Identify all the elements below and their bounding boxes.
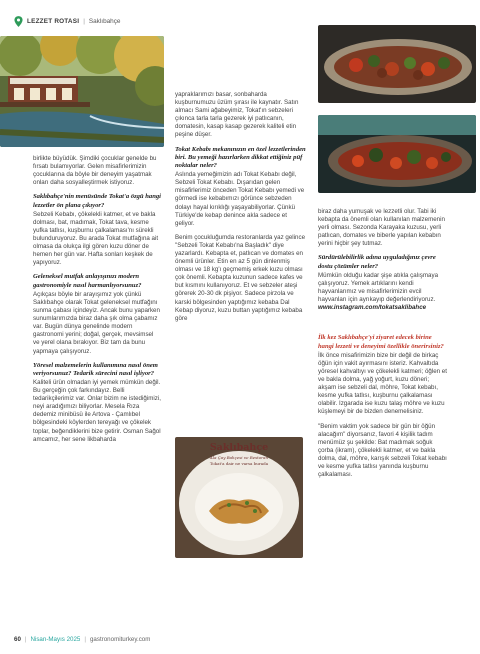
column-3 [318,208,448,479]
col1-question-1: Saklıbahçe'nin menüsünde Tokat'a özgü hangi lezzetler ön plana çıkıyor? [33,193,162,209]
plate-line-2: Tokat'a dair ne varsa burada [209,461,269,466]
col3-answer-1: Mümkün olduğu kadar şişe atıkla çalışmaya çalışıyoruz. Yemek artıklarını kendi hayvanlarımız ve misafirlerimizin evcil hayvanları için ayrıkayıp değerlendiriyoruz. [318,271,439,304]
col2-paragraph-1: yapraklarımızı basar, sonbaharda kuşburnumuzu üzüm şırası ile kaynatır. Satın almacı Sami ağabeyimiz, Tokat'ın sebzeleri çıkınca tarla tarla gezerek iyi patlıcanın, domatesin, kasap kasap gezerek kaliteli etin peşine düşer. [175,91,299,139]
issue-date: Nisan-Mayıs 2025 [30,636,81,643]
page-footer [14,636,150,643]
col3-paragraph-1: biraz daha yumuşak ve lezzetli olur. Tabi iki kebapta da önemli olan kullanılan malzemenin yerli olması. Sezonda Karayaka kuzusu, yerli patlıcan, domates ve biberle yapılan kebabın yerini hiçbir şey tutmaz. [318,208,445,248]
map-pin-icon [14,16,23,27]
col3-answer-3: "Benim vaktim yok sadece bir gün bir öğün alacağım" diyorsanız, favori 4 kişilik tadım menümüz şu şekilde: Bat madımak soğuk çorba (ikram), çökelekli katmer, et ve bakla dolma, dal, möhre, karışık sebzeli Tokat kebabı ve kesme yufka tatlısı yanında kuşburnu çalkalaması. [318,422,447,479]
col1-answer-3: Kaliteli ürün olmadan iyi yemek mümkün değil. Bu gerçeğin çok farkındayız. Belli tedarikçilerimiz var. Onlar bizim ne istediğimizi, neyi aradığımızı biliyorlar. Mesela Rıza dedemiz minibüsü ile Artova - Çamlıbel bölgesindeki köylerden tereyağı ve çökelek toplar, beğendiklerini bize getirir. Osman Sağol amcamız, her sene likbaharda [33,379,161,443]
photo-kebab-tray-top [318,25,476,103]
page-number: 60 [14,636,21,643]
col2-question-1: Tokat Kebabı mekanınızın en özel lezzetlerinden biri. Bu yemeği hazırlarken dikkat ettiğiniz püf noktalar neler? [175,145,306,169]
col2-paragraph-2: Benim çocukluğumda restoranlarda yaz gelince "Sebzeli Tokat Kebabı'na Başladık" diye yazarlardı. Kebapta et, patlıcan ve domates en önemli ürünler. Etin en az 5 gün dinlenmiş olması ve 18 kg'ı geçmemiş erkek kuzu olması çok önemli. Kebapta kuzunun sadece kafes ve but kısmını kullanıyoruz. Et ve sebzeler ateşi görerek 20-30 dk pişiyor. Sadece pirzola ve karski bölgesinden yaptığımız kebaba Dal Kebap diyoruz, kuzu buttan yaptığımız kebaba göre [175,233,306,322]
garden-river-image [0,36,164,147]
footer-separator-1: | [24,636,27,643]
col3-answer-2: İlk önce misafirimizin bize bir değil de birkaç öğün için vakit ayırmasını isteriz. Kahvaltıda yöresel kahvaltıyı ve çökelekli katmeri; öğlen et ve bakla dolma, yağ yoğurt, kuzu döneri; akşam ise sebzeli dal, möhre, Tokat kebabı, kesme yufka tatlısı, kuşburnu çalkalaması olabilir. Izgarada ise kuzu talaş möhre ve kuzu küşlemeyi bir de bizden denemelisiniz. [318,351,447,416]
column-1 [33,155,161,444]
col3-question-2: İlk kez Saklıbahçe'yi ziyaret edecek birine hangi lezzeti ve deneyimi özellikle önerirsiniz? [318,334,444,350]
col1-question-3: Yöresel malzemelerin kullanımına nasıl önem veriyorsunuz? Tedarik sürecini nasıl işliyor? [33,361,158,377]
plate-brand: Saklıbahçe [209,442,269,453]
photo-kebab-tray-bottom [318,115,476,193]
col1-answer-2: Açıkçası böyle bir arayışımız yok çünkü Saklıbahçe olarak Tokat geleneksel mutfağını sunma çabası içindeyiz. Ancak bunu yaparken sunumlarımızda biraz daha şık olma çabamız var. Bugün dünya genelinde modern gastronomi yerini; doğal, gerçek, mevsimsel ve yerel olana bırakıyor. Biz tam da bunu yapmaya çalışıyoruz. [33,290,160,355]
col1-question-2: Geleneksel mutfak anlayışınızı modern gastronomiyle nasıl harmanlıyorsunuz? [33,273,142,289]
kebab-tray-image-2 [318,115,476,193]
col3-question-1: Sürdürülebilirlik adına uyguladığınız çevre dostu çözümler neler? [318,254,436,270]
footer-separator-2: | [84,636,86,643]
photo-garden-river [0,36,164,147]
section-subtitle: Saklıbahçe [88,17,121,25]
page-header [14,14,120,28]
col1-paragraph: birlikte büyüdük. Şimdiki çocuklar genelde bu fırsatı bulamıyorlar. Gelen misafirlerimizin çocuklarına da böyle bir deneyim yaşatmak onları daha sosyalleştirmek istiyoruz. [33,155,157,187]
plate-line-1: Ala Çay Bahçesi ve Restoran [209,455,269,460]
instagram-link[interactable]: www.instagram.com/tokatsaklibahce [318,304,427,312]
col2-answer-1: Aslında yemeğimizin adı Tokat Kebabı değil, Sebzeli Tokat Kebabı. Dışarıdan gelen misafirlerimiz önceden Tokat Kebabı yemedi ve görmedi ise kebabımızı görünce sebzeden dolayı hayal kırıklığı yaşayabiliyorlar. Çünkü Türkiye'de kebap denince akla sadece et geliyor. [175,171,305,227]
column-2 [175,91,307,323]
kebab-tray-image [318,25,476,103]
header-separator: | [83,17,85,25]
section-title: LEZZET ROTASI [27,17,80,25]
col1-answer-1: Sebzeli Kebabı, çökelekli katmer, et ve bakla dolması, bat, madımak, Tokat tava, kesme yufka tatlısı, kuşburnu çalkalaması'nı sürekli bulunduruyoruz. Bu arada Tokat mutfağına ait olmasa da olukça ilgi gören kuzu döner de hemen her gün var. Hafta sonları keşkek de yapıyoruz. [33,210,159,267]
website-link[interactable]: gastronomiturkey.com [89,636,151,643]
photo-saklibahce-plate [175,437,303,558]
